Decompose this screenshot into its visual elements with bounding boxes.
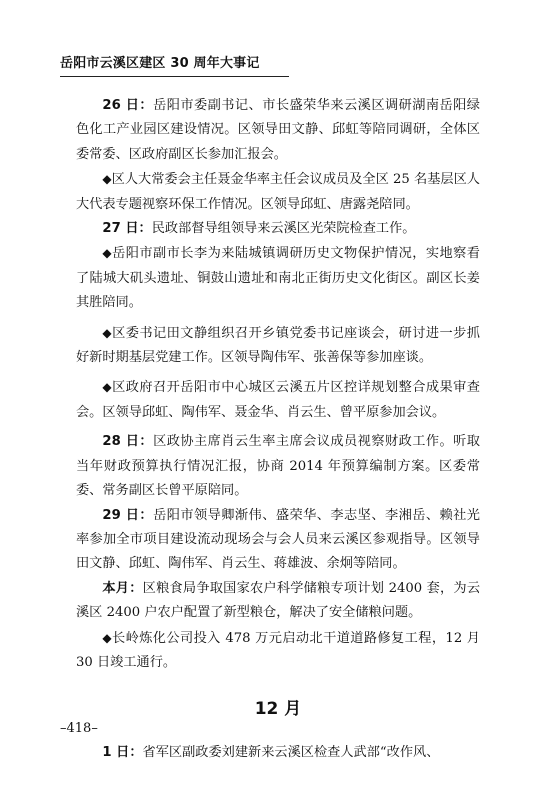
entry-text: 区粮食局争取国家农户科学储粮专项计划 2400 套，为云溪区 2400 户农户配置了新型粮仓，解决了安全储粮问题。 bbox=[76, 580, 481, 621]
month-heading: 12 月 bbox=[254, 699, 302, 720]
diamond-bullet-icon: ◆ bbox=[102, 172, 112, 187]
entry-text: 区政协主席肖云生率主席会议成员视察财政工作。听取当年财政预算执行情况汇报，协商 2014 年预算编制方案。区委常委、常务副区长曾平原陪同。 bbox=[76, 434, 480, 499]
diamond-bullet-icon: ◆ bbox=[102, 246, 113, 261]
entry-text: 岳阳市委副书记、市长盛荣华来云溪区调研湖南岳阳绿色化工产业园区建设情况。区领导田文静、邱虹等陪同调研，全体区委常委、区政府副区长参加汇报会。 bbox=[76, 98, 480, 162]
entry-text: 省军区副政委刘建新来云溪区检查人武部“改作风、 bbox=[142, 745, 440, 761]
diamond-bullet-icon: ◆ bbox=[102, 325, 113, 340]
running-header: 岳阳市云溪区建区 30 周年大事记 bbox=[60, 56, 260, 71]
entry-text: 民政部督导组领导来云溪区光荣院检查工作。 bbox=[151, 221, 416, 237]
diamond-bullet-icon: ◆ bbox=[102, 630, 113, 645]
entry-date: 29 日： bbox=[102, 507, 154, 523]
entry-bullet bbox=[76, 167, 480, 217]
entry-text: 区委书记田文静组织召开乡镇党委书记座谈会，研讨进一步抓好新时期基层党建工作。区领导陶伟军、张善保等参加座谈。 bbox=[76, 325, 480, 366]
page-number: –418– bbox=[60, 721, 98, 736]
entry-text: 长岭炼化公司投入 478 万元启动北干道道路修复工程，12 月 30 日竣工通行。 bbox=[76, 630, 480, 670]
entry-28 bbox=[76, 430, 480, 503]
entry-bullet bbox=[76, 241, 480, 315]
entry-26 bbox=[76, 94, 480, 167]
entry-date: 26 日： bbox=[102, 98, 154, 113]
entry-text: 岳阳市领导卿渐伟、盛荣华、李志坚、李湘岳、赖社光率参加全市项目建设流动现场会与会人员来云溪区参观指导。区领导田文静、邱虹、陶伟军、肖云生、蒋雄波、余炯等陪同。 bbox=[76, 507, 480, 572]
entry-bullet bbox=[76, 626, 480, 676]
entry-text: 区政府召开岳阳市中心城区云溪五片区控详规划整合成果审查会。区领导邱虹、陶伟军、聂金华、肖云生、曾平原参加会议。 bbox=[76, 380, 480, 420]
entry-text: 区人大常委会主任聂金华率主任会议成员及全区 25 名基层区人大代表专题视察环保工作情况。区领导邱虹、唐露尧陪同。 bbox=[76, 172, 480, 212]
entry-month bbox=[76, 577, 480, 626]
entry-date: 27 日： bbox=[102, 221, 152, 237]
entry-date: 1 日： bbox=[102, 745, 143, 761]
header-rule bbox=[60, 76, 289, 77]
entry-27 bbox=[76, 217, 480, 241]
entry-1 bbox=[76, 741, 480, 765]
entry-text: 岳阳市副市长李为来陆城镇调研历史文物保护情况，实地察看了陆城大矶头遗址、铜鼓山遗址和南北正街历史文化街区。副区长姜其胜陪同。 bbox=[76, 246, 480, 311]
page-body bbox=[76, 94, 480, 766]
entry-bullet bbox=[76, 375, 480, 425]
entry-date: 28 日： bbox=[102, 434, 154, 450]
entry-29 bbox=[76, 504, 480, 577]
entry-bullet bbox=[76, 321, 480, 371]
diamond-bullet-icon: ◆ bbox=[102, 380, 113, 395]
entry-date: 本月： bbox=[102, 580, 143, 596]
